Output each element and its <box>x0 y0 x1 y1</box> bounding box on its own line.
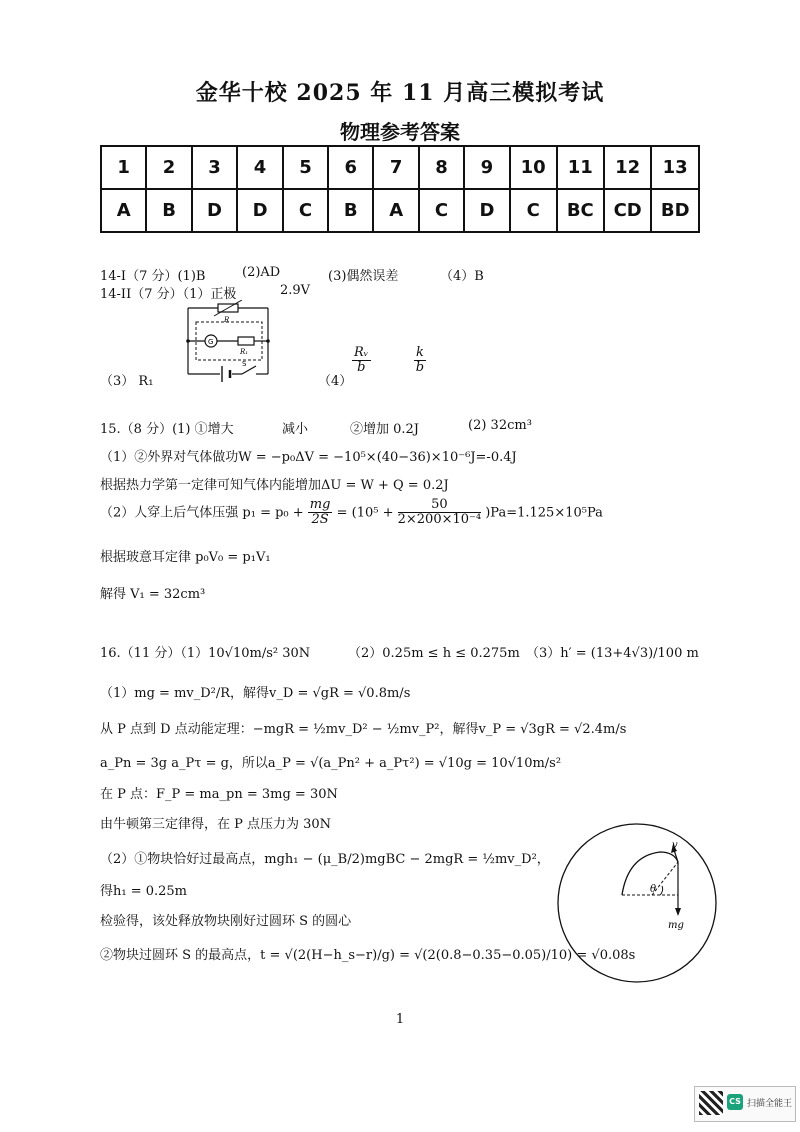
loop-force-diagram <box>556 822 718 984</box>
answer-cell: B <box>146 189 191 232</box>
q14-ii-answer-2: 2.9V <box>280 283 311 298</box>
answer-cell: CD <box>604 189 651 232</box>
q15-answer-4: (2) 32cm³ <box>468 418 532 433</box>
q14-part1-answer: 14-I（7 分）(1)B <box>100 269 206 284</box>
q14-ii-answer-3: （3） R₁ <box>100 374 154 389</box>
q15-answer-1: 15.（8 分）(1) ①增大 <box>100 422 234 437</box>
answer-cell: D <box>192 189 238 232</box>
q16-solution-line: ②物块过圆环 S 的最高点，t = √(2(H−h_s−r)/g) = √(2(0.8−0.35−0.05)/10) = √0.08s <box>100 948 636 963</box>
question-number: 11 <box>557 146 604 189</box>
fraction-numerator: mg <box>309 497 331 512</box>
qr-code-icon <box>699 1091 723 1115</box>
question-number: 10 <box>510 146 557 189</box>
q16-solution-line: 得h₁ = 0.25m <box>100 884 188 899</box>
question-number: 12 <box>604 146 651 189</box>
q15-answer-2: 减小 <box>282 422 309 437</box>
scanner-watermark <box>694 1086 796 1122</box>
answer-cell: BC <box>557 189 604 232</box>
question-number: 13 <box>651 146 699 189</box>
fraction-numerator: 50 <box>398 498 481 513</box>
q15-pressure-text: （2）人穿上后气体压强 p₁ = p₀ + <box>100 505 304 521</box>
question-number: 2 <box>146 146 191 189</box>
answer-table <box>100 145 700 233</box>
q14-part4-answer: （4）B <box>440 269 484 284</box>
q15-pressure-line <box>100 498 603 528</box>
fraction-numerator: k <box>416 345 424 360</box>
fraction-denominator: b <box>357 360 366 376</box>
q16-solution-line: a_Pn = 3g a_Pτ = g，所以a_P = √(a_Pn² + a_Pτ²) = √10g = 10√10m/s² <box>100 756 562 771</box>
fraction-denominator: 2×200×10⁻⁴ <box>397 512 482 528</box>
page-title: 金华十校 2025 年 11 月高三模拟考试 <box>195 80 605 106</box>
answer-cell: C <box>419 189 464 232</box>
answer-cell: C <box>283 189 328 232</box>
q16-solution-line: 在 P 点：F_P = ma_pn = 3mg = 30N <box>100 787 338 802</box>
galvanometer-label: G <box>208 338 214 346</box>
fraction-k-b <box>414 346 426 376</box>
q16-solution-line: 检验得，该处释放物块刚好过圆环 S 的圆心 <box>100 914 352 929</box>
fraction-numerator: Rᵥ <box>354 345 369 360</box>
answer-cell: A <box>373 189 418 232</box>
scanner-brand-name: 扫描全能王 <box>747 1099 793 1109</box>
q14-part3-answer: (3)偶然误差 <box>328 269 399 284</box>
gravity-label: mg <box>668 920 684 931</box>
question-number: 5 <box>283 146 328 189</box>
camscanner-logo-icon: CS <box>727 1094 743 1110</box>
answer-cell: C <box>510 189 557 232</box>
circuit-diagram <box>180 300 280 382</box>
q16-solution-line: 由牛顿第三定律得，在 P 点压力为 30N <box>100 817 332 832</box>
q15-solution-line: 根据玻意耳定律 p₀V₀ = p₁V₁ <box>100 550 271 565</box>
question-number: 9 <box>464 146 510 189</box>
question-number: 7 <box>373 146 418 189</box>
q16-answer-2: （2）0.25m ≤ h ≤ 0.275m <box>348 646 520 661</box>
q15-pressure-text: )Pa=1.125×10⁵Pa <box>485 505 603 521</box>
q16-solution-line: （2）①物块恰好过最高点，mgh₁ − (μ_B/2)mgBC − 2mgR = ½mv_D²， <box>100 852 550 867</box>
answer-table-row-answers <box>101 189 699 232</box>
question-number: 3 <box>192 146 238 189</box>
page-subtitle: 物理参考答案 <box>340 120 460 144</box>
q16-answer-1: 16.（11 分）（1）10√10m/s² 30N <box>100 646 311 661</box>
fraction-rv-b <box>352 346 371 376</box>
rheostat-label: R <box>224 316 230 324</box>
fraction-denominator: 2S <box>311 512 329 528</box>
answer-table-row-numbers <box>101 146 699 189</box>
question-number: 6 <box>328 146 373 189</box>
question-number: 1 <box>101 146 146 189</box>
q15-pressure-text: = (10⁵ + <box>336 505 394 521</box>
answer-cell: D <box>237 189 283 232</box>
q14-ii-answer-1: 14-II（7 分）（1）正极 <box>100 287 237 302</box>
q15-solution-line: 根据热力学第一定律可知气体内能增加ΔU = W + Q = 0.2J <box>100 478 449 493</box>
resistor-label: R₁ <box>240 348 249 356</box>
page-number: 1 <box>395 1012 405 1027</box>
answer-cell: BD <box>651 189 699 232</box>
q16-answer-3: （3）h′ = (13+4√3)/100 m <box>526 646 699 661</box>
q14-ii-answer-4: （4） <box>318 374 353 389</box>
theta-label: θ <box>650 884 657 895</box>
switch-label: S <box>242 360 247 368</box>
question-number: 4 <box>237 146 283 189</box>
answer-cell: A <box>101 189 146 232</box>
q16-solution-line: 从 P 点到 D 点动能定理：−mgR = ½mv_D² − ½mv_P²，解得v_P = √3gR = √2.4m/s <box>100 722 627 737</box>
q14-part2-answer: (2)AD <box>242 265 281 280</box>
q15-solution-line: （1）②外界对气体做功W = −p₀ΔV = −10⁵×(40−36)×10⁻⁶J=-0.4J <box>100 450 517 465</box>
question-number: 8 <box>419 146 464 189</box>
q16-solution-line: （1）mg = mv_D²/R，解得v_D = √gR = √0.8m/s <box>100 686 411 701</box>
answer-cell: B <box>328 189 373 232</box>
q15-solution-line: 解得 V₁ = 32cm³ <box>100 587 206 602</box>
answer-cell: D <box>464 189 510 232</box>
q15-answer-3: ②增加 0.2J <box>350 422 420 437</box>
velocity-label: v <box>672 840 678 851</box>
fraction-denominator: b <box>415 360 425 376</box>
